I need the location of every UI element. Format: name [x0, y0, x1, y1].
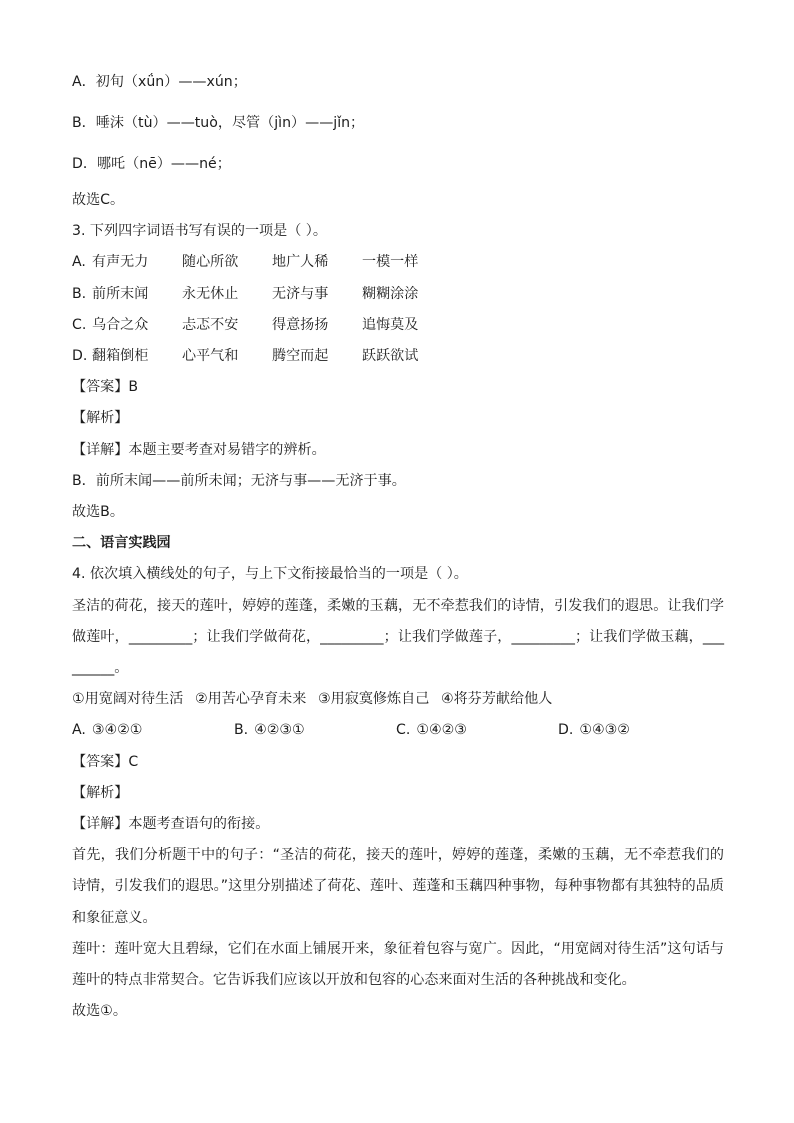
q4-option-label: A.: [72, 722, 86, 739]
q3-option-item: 一模一样: [362, 254, 419, 271]
q3-option-item: 前所末闻: [92, 285, 149, 302]
q3-option-row-c: [72, 310, 722, 341]
q3-conclusion: 故选B。: [72, 503, 124, 520]
q3-analysis-heading: 【解析】: [72, 410, 129, 427]
q4-option-value: ③④②①: [91, 722, 143, 739]
q3-option-item: 乌合之众: [92, 316, 149, 333]
q3-option-item: 有声无力: [92, 254, 149, 271]
q4-option-value: ①④③②: [579, 722, 630, 739]
q4-option-label: C.: [396, 722, 411, 739]
q3-correction: B．前所末闻——前所未闻；无济与事——无济于事。: [72, 472, 406, 489]
q3-option-label: D.: [72, 347, 88, 364]
q4-option-b: [234, 715, 396, 746]
q3-option-item: 忐忑不安: [182, 316, 239, 333]
q4-passage: 圣洁的荷花，接天的莲叶，婷婷的莲蓬，柔嫩的玉藕，无不牵惹我们的诗情，引发我们的遐思。让我们学做莲叶，_________；让我们学做荷花，_________；让我们学做莲子，_________；让我们学做玉藕，_________。: [72, 597, 724, 676]
q4-option-a: [72, 715, 234, 746]
q3-option-label: C.: [72, 316, 87, 333]
q4-option-d: [558, 715, 720, 746]
q4-analysis-heading: 【解析】: [72, 784, 129, 801]
q4-option-value: ④②③①: [254, 722, 305, 739]
q3-option-item: 无济与事: [272, 285, 329, 302]
q3-option-item: 腾空而起: [272, 347, 329, 364]
q2-option-d: D．哪吒（nē）——né；: [72, 156, 231, 172]
q3-option-item: 糊糊涂涂: [362, 285, 419, 302]
q3-option-label: A.: [72, 254, 86, 271]
q4-option-label: D.: [558, 722, 574, 739]
q4-option-label: B.: [234, 722, 249, 739]
q2-option-a: A．初旬（xǘn）——xún；: [72, 74, 247, 90]
q3-option-item: 随心所欲: [182, 254, 239, 271]
q2-option-b: B．唾沫（tù）——tuò，尽管（jìn）——jǐn；: [72, 115, 365, 131]
q4-options: [72, 715, 722, 746]
q3-option-label: B.: [72, 285, 87, 302]
q4-choice: ④将芬芳献给他人: [441, 691, 553, 708]
q4-answer: 【答案】C: [72, 753, 139, 770]
q4-choice: ①用宽阔对待生活: [72, 691, 184, 708]
q3-option-row-a: [72, 247, 722, 278]
q4-explanation-paragraph: 首先，我们分析题干中的句子：“圣洁的荷花，接天的莲叶，婷婷的莲蓬，柔嫩的玉藕，无不牵惹我们的诗情，引发我们的遐思。”这里分别描述了荷花、莲叶、莲蓬和玉藕四种事物，每种事物都有其独特的品质和象征意义。: [72, 847, 724, 926]
q3-option-item: 翻箱倒柜: [92, 347, 149, 364]
q3-option-item: 心平气和: [182, 347, 239, 364]
q4-choices: [72, 684, 722, 715]
q4-stem: 4. 依次填入横线处的句子，与上下文衔接最恰当的一项是（ ）。: [72, 566, 468, 583]
q3-detail: 【详解】本题主要考查对易错字的辨析。: [72, 441, 326, 458]
q3-option-item: 永无休止: [182, 285, 239, 302]
q3-answer: 【答案】B: [72, 379, 139, 396]
q4-choice: ③用寂寞修炼自己: [318, 691, 430, 708]
q2-conclusion: 故选C。: [72, 192, 125, 208]
q3-option-row-d: [72, 341, 722, 372]
q4-option-value: ①④②③: [416, 722, 467, 739]
q4-choice: ②用苦心孕育未来: [195, 691, 307, 708]
q4-explanation-paragraph: 莲叶：莲叶宽大且碧绿，它们在水面上铺展开来，象征着包容与宽广。因此，“用宽阔对待生活”这句话与莲叶的特点非常契合。它告诉我们应该以开放和包容的心态来面对生活的各种挑战和变化。: [72, 940, 724, 988]
section-title: 二、语言实践园: [72, 535, 171, 552]
q3-option-item: 跃跃欲试: [362, 347, 419, 364]
q3-option-row-b: [72, 279, 722, 310]
q3-stem: 3. 下列四字词语书写有误的一项是（ ）。: [72, 223, 327, 240]
q3-option-item: 地广人稀: [272, 254, 329, 271]
q4-detail: 【详解】本题考查语句的衔接。: [72, 815, 270, 832]
q3-option-item: 追悔莫及: [362, 316, 419, 333]
q4-option-c: [396, 715, 558, 746]
q4-conclusion: 故选①。: [72, 1003, 127, 1020]
q3-option-item: 得意扬扬: [272, 316, 329, 333]
